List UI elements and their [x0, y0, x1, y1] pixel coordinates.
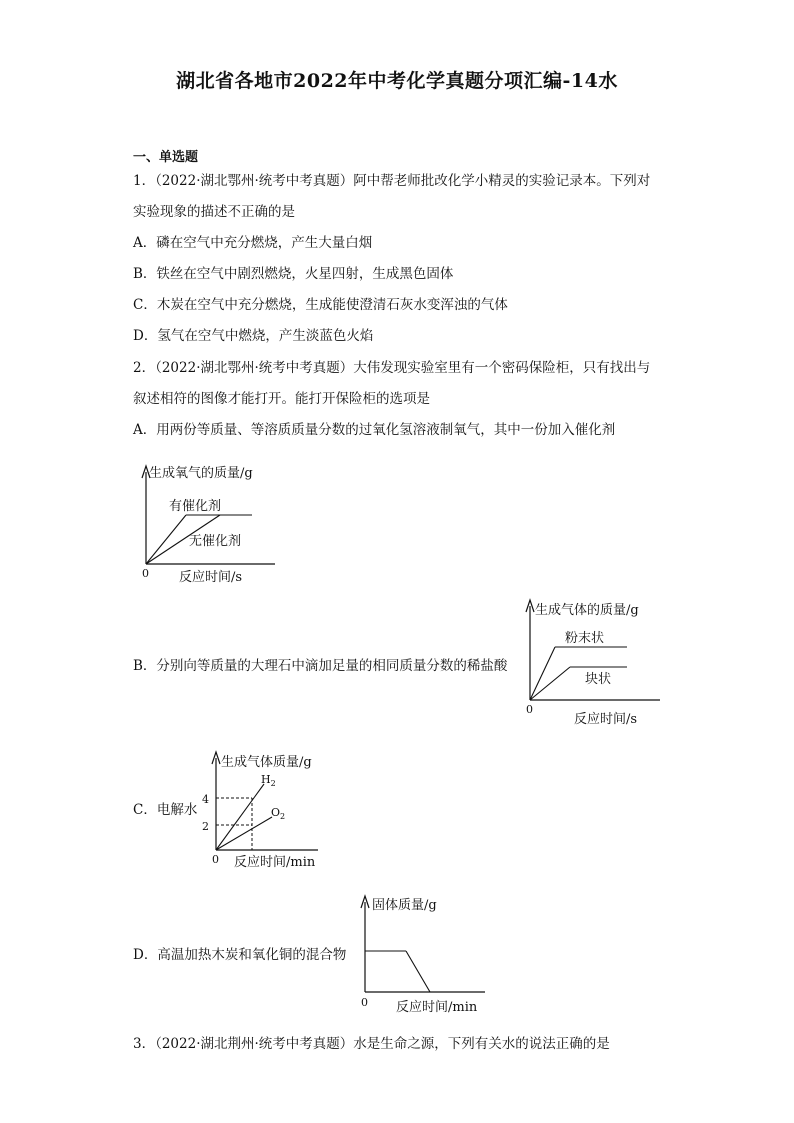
- q1-option-b: B．铁丝在空气中剧烈燃烧，火星四射，生成黑色固体: [133, 266, 454, 282]
- graph-c-line-o2: [216, 817, 272, 850]
- graph-d: [355, 890, 495, 1016]
- section-heading: 一、单选题: [133, 150, 199, 165]
- graph-a-xlabel: 反应时间/s: [179, 570, 243, 585]
- q2-stem-line2: 叙述相符的图像才能打开。能打开保险柜的选项是: [133, 391, 430, 407]
- q2-option-c: C．电解水: [133, 802, 198, 818]
- graph-d-curve-drop: [406, 951, 430, 992]
- graph-a-curve-catalyst-rise: [146, 515, 186, 564]
- graph-b-label-powder: 粉末状: [565, 631, 605, 646]
- q2-option-a: A．用两份等质量、等溶质质量分数的过氧化氢溶液制氧气，其中一份加入催化剂: [133, 422, 616, 438]
- q1-option-c: C．木炭在空气中充分燃烧，生成能使澄清石灰水变浑浊的气体: [133, 297, 508, 313]
- graph-b-ylabel: 生成气体的质量/g: [535, 603, 639, 618]
- q1-stem-line1: 1．（2022·湖北鄂州·统考中考真题）阿中帮老师批改化学小精灵的实验记录本。下列对: [133, 173, 651, 189]
- q3-stem-line1: 3．（2022·湖北荆州·统考中考真题）水是生命之源，下列有关水的说法正确的是: [133, 1036, 610, 1052]
- graph-c-origin: 0: [212, 853, 219, 866]
- graph-b-curve-block-rise: [530, 667, 570, 700]
- graph-c-tick-2: 2: [202, 820, 209, 833]
- graph-b-origin: 0: [526, 703, 533, 716]
- graph-b-curve-powder-rise: [530, 647, 555, 700]
- q1-option-a: A．磷在空气中充分燃烧，产生大量白烟: [133, 235, 373, 251]
- q2-option-d: D．高温加热木炭和氧化铜的混合物: [133, 947, 347, 963]
- graph-b: [518, 594, 668, 729]
- graph-c-ylabel: 生成气体质量/g: [221, 755, 312, 770]
- graph-a: [125, 456, 285, 586]
- graph-d-ylabel: 固体质量/g: [372, 898, 437, 913]
- q2-option-b: B．分别向等质量的大理石中滴加足量的相同质量分数的稀盐酸: [133, 658, 508, 674]
- graph-b-xlabel: 反应时间/s: [574, 712, 638, 727]
- page-title: 湖北省各地市2022年中考化学真题分项汇编-14水: [176, 70, 618, 92]
- graph-c: [196, 748, 336, 872]
- graph-a-label-catalyst: 有催化剂: [169, 499, 222, 514]
- q1-option-d: D．氢气在空气中燃烧，产生淡蓝色火焰: [133, 328, 374, 344]
- graph-d-origin: 0: [361, 996, 368, 1009]
- graph-d-xlabel: 反应时间/min: [396, 1000, 478, 1015]
- graph-c-tick-4: 4: [202, 793, 209, 806]
- graph-c-label-o2: $O_2$: [271, 806, 286, 821]
- q1-stem-line2: 实验现象的描述不正确的是: [133, 204, 295, 220]
- graph-b-label-block: 块状: [585, 672, 612, 687]
- graph-c-xlabel: 反应时间/min: [234, 855, 316, 870]
- graph-c-label-h2: $H_2$: [261, 773, 276, 788]
- graph-a-ylabel: 生成氧气的质量/g: [149, 466, 253, 481]
- graph-c-line-h2: [216, 784, 264, 850]
- q2-stem-line1: 2．（2022·湖北鄂州·统考中考真题）大伟发现实验室里有一个密码保险柜，只有找出与: [133, 360, 651, 376]
- graph-a-origin: 0: [142, 567, 149, 580]
- graph-a-label-nocatalyst: 无催化剂: [189, 534, 242, 549]
